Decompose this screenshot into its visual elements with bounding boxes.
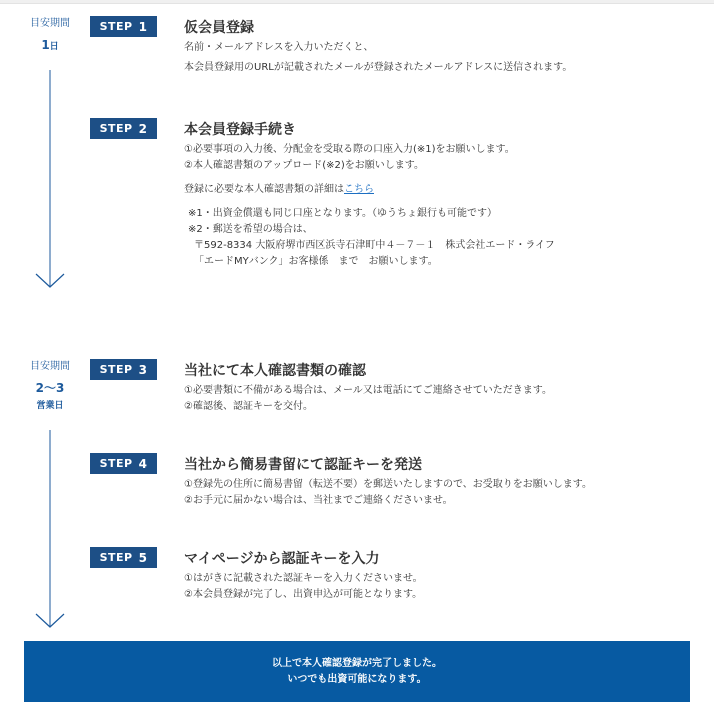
step-5-badge-num: 5 xyxy=(138,550,148,565)
top-divider xyxy=(0,0,714,4)
step-3-title: 当社にて本人確認書類の確認 xyxy=(184,363,366,379)
step-1-badge-prefix: STEP xyxy=(99,20,133,33)
period-2 xyxy=(20,360,80,412)
step-1-body xyxy=(184,19,704,76)
step-2-title: 本会員登録手続き xyxy=(184,122,296,138)
step-3-badge xyxy=(90,359,157,380)
step-2-note-1: ※1・出資金償還も同じ口座となります。（ゆうちょ銀行も可能です） xyxy=(188,208,497,219)
period-1-suffix: 日 xyxy=(49,42,59,52)
step-2-note-2: ※2・郵送を希望の場合は、 xyxy=(188,224,313,235)
step-4-badge-prefix: STEP xyxy=(99,457,133,470)
period-1-value xyxy=(20,37,80,55)
step-4-body xyxy=(184,456,704,509)
step-3-badge-prefix: STEP xyxy=(99,363,133,376)
step-5-line-2: ②本会員登録が完了し、出資申込が可能となります。 xyxy=(184,589,423,600)
period-1 xyxy=(20,17,80,55)
step-4-title: 当社から簡易書留にて認証キーを発送 xyxy=(184,457,422,473)
completion-banner xyxy=(24,641,690,702)
step-2-note-4: 「エードMYバンク」お客様係 まで お願いします。 xyxy=(194,256,438,267)
step-2-detail xyxy=(184,182,704,198)
step-2-badge-prefix: STEP xyxy=(99,122,133,135)
period-1-label: 目安期間 xyxy=(30,18,70,29)
step-4-badge xyxy=(90,453,157,474)
step-5-badge-prefix: STEP xyxy=(99,551,133,564)
detail-link[interactable]: こちら xyxy=(344,184,374,195)
step-2-note-3: 〒592-8334 大阪府堺市西区浜寺石津町中４－７－１ 株式会社エード・ライフ xyxy=(194,240,555,251)
completion-line-2: いつでも出資可能になります。 xyxy=(287,673,427,685)
step-3-badge-num: 3 xyxy=(138,362,148,377)
step-1-line-2: 本会員登録用のURLが記載されたメールが登録されたメールアドレスに送信されます。 xyxy=(184,62,573,73)
step-3-body xyxy=(184,362,704,415)
step-3-line-1: ①必要書類に不備がある場合は、メール又は電話にてご連絡させていただきます。 xyxy=(184,385,552,396)
timeline-arrow-2 xyxy=(35,430,65,630)
timeline-arrow-1 xyxy=(35,70,65,290)
period-2-label: 目安期間 xyxy=(30,361,70,372)
step-5-line-1: ①はがきに記載された認証キーを入力くださいませ。 xyxy=(184,573,423,584)
step-5-title: マイページから認証キーを入力 xyxy=(184,551,380,567)
completion-line-1: 以上で本人確認登録が完了しました。 xyxy=(272,657,442,669)
step-4-badge-num: 4 xyxy=(138,456,148,471)
step-1-badge xyxy=(90,16,157,37)
step-2-line-1: ①必要事項の入力後、分配金を受取る際の口座入力(※1)をお願いします。 xyxy=(184,144,515,155)
period-2-value: 2〜3 xyxy=(35,381,65,395)
step-5-body xyxy=(184,550,704,603)
step-1-line-1: 名前・メールアドレスを入力いただくと、 xyxy=(184,42,374,53)
period-2-unit: 営業日 xyxy=(36,401,64,411)
step-5-badge xyxy=(90,547,157,568)
step-2-detail-text: 登録に必要な本人確認書類の詳細は xyxy=(184,184,344,195)
step-4-line-2: ②お手元に届かない場合は、当社までご連絡くださいませ。 xyxy=(184,495,453,506)
step-3-line-2: ②確認後、認証キーを交付。 xyxy=(184,401,313,412)
step-1-title: 仮会員登録 xyxy=(184,20,254,36)
step-2-body xyxy=(184,121,704,270)
step-1-badge-num: 1 xyxy=(138,19,148,34)
step-2-badge-num: 2 xyxy=(138,121,148,136)
step-2-line-2: ②本人確認書類のアップロード(※2)をお願いします。 xyxy=(184,160,425,171)
step-2-badge xyxy=(90,118,157,139)
period-1-number: 1 xyxy=(41,38,50,52)
step-4-line-1: ①登録先の住所に簡易書留（転送不要）を郵送いたしますので、お受取りをお願いします。 xyxy=(184,479,592,490)
